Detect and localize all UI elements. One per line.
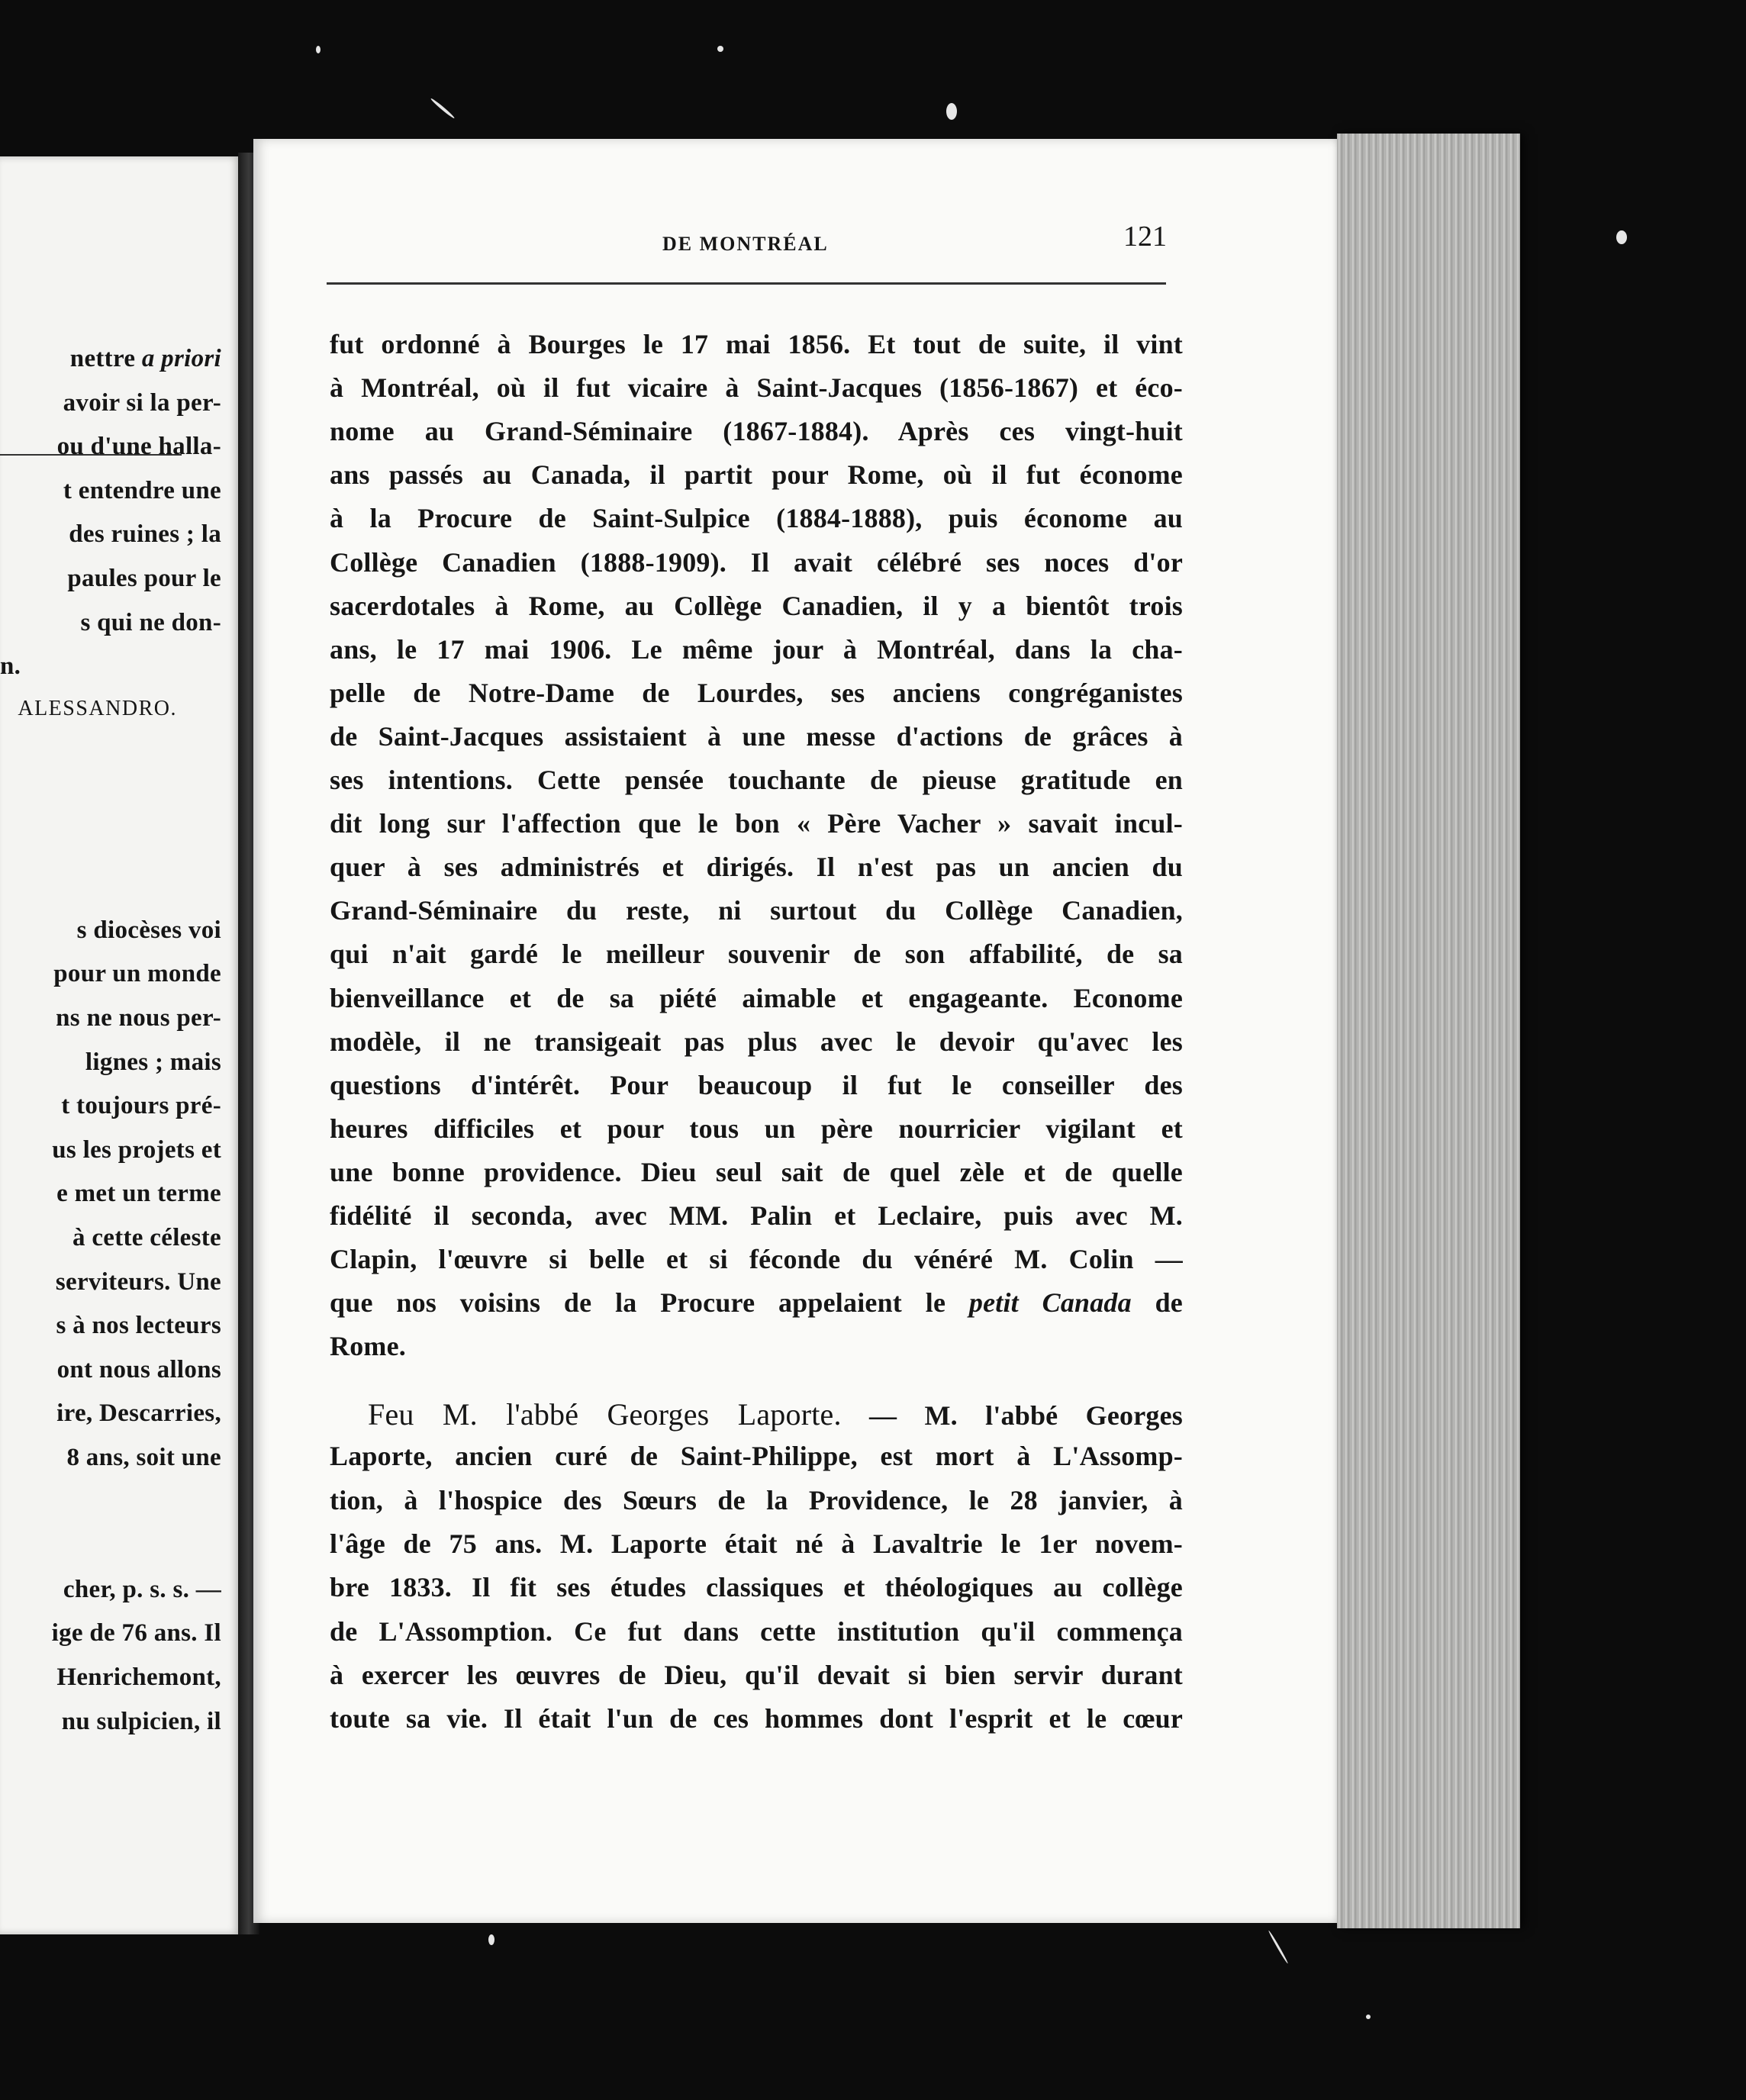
left-page-line [0,1576,221,1604]
left-line-text: lignes ; mais [85,1048,221,1076]
left-page-line [0,1444,221,1472]
dust-speck [430,98,455,120]
left-line-text: ont nous allons [56,1355,221,1383]
body-line-text: modèle, il ne transigeait pas plus avec le devoir qu'avec les [330,1026,1183,1057]
body-line [330,1113,1183,1145]
left-page-line [0,1092,221,1120]
body-line [330,372,1183,404]
left-line-text: s qui ne don- [80,608,221,636]
section-line-text: tion, à l'hospice des Sœurs de la Providence, le 28 janvier, à [330,1484,1183,1515]
left-page-line [0,1312,221,1340]
body-line-text: ans passés au Canada, il partit pour Rome, où il fut économe [330,459,1183,491]
body-line [330,677,1183,709]
left-page-line [0,697,177,721]
body-line [330,1156,1183,1188]
left-line-text: pour un monde [53,960,221,988]
body-line [330,1243,1183,1275]
body-line-text: Rome. [330,1331,406,1362]
dust-speck [316,46,321,53]
left-line-text: cher, p. s. s. — [63,1575,221,1603]
section-line [330,1702,1183,1734]
page-number: 121 [1123,221,1167,253]
body-line [330,851,1183,883]
header-rule [327,282,1166,285]
italic-tail: de [1131,1287,1183,1319]
section-line-text: l'âge de 75 ans. M. Laporte était né à Lavaltrie le 1er novem- [330,1528,1183,1559]
left-line-text: nettre [69,345,142,372]
body-line [330,894,1183,926]
left-page-line [0,1180,221,1208]
body-line-text: questions d'intérêt. Pour beaucoup il fut le conseiller des [330,1069,1183,1100]
body-line [330,1200,1183,1232]
body-line [330,415,1183,447]
body-line [330,590,1183,622]
body-line-text: à Montréal, où il fut vicaire à Saint-Jacques (1856-1867) et éco- [330,372,1183,404]
left-line-text: ou d'une halla- [56,433,221,461]
body-line-text: qui n'ait gardé le meilleur souvenir de son affabilité, de sa [330,939,1183,970]
body-line [330,546,1183,578]
body-line-text: sacerdotales à Rome, au Collège Canadien, il y a bientôt trois [330,590,1183,621]
left-line-text: ns ne nous per- [56,1004,221,1032]
body-line-text: une bonne providence. Dieu seul sait de quel zèle et de quelle [330,1156,1183,1187]
left-line-text: s diocèses voi [76,916,221,944]
left-line-text: t entendre une [63,476,221,504]
body-line-text: pelle de Notre-Dame de Lourdes, ses anciens congréganistes [330,677,1183,708]
left-line-italic: a priori [141,345,221,372]
body-line [330,807,1183,839]
section-line [330,1659,1183,1691]
section-line-text: toute sa vie. Il était l'un de ces hommes dont l'esprit et le cœur [330,1703,1183,1734]
body-line [330,1287,1183,1319]
section-line [330,1528,1183,1560]
left-page-line [0,565,221,593]
left-page-line [0,1268,221,1296]
left-page-line [0,1048,221,1077]
italic-phrase: petit Canada [968,1287,1132,1319]
body-line [330,938,1183,970]
page-edges [1337,134,1520,1928]
dust-speck [1616,230,1627,244]
left-line-text: 8 ans, soit une [66,1444,221,1471]
left-line-text: paules pour le [67,565,221,592]
section-line-text: de L'Assomption. Ce fut dans cette institution qu'il commença [330,1615,1183,1647]
body-line [330,633,1183,665]
body-line-text: de Saint-Jacques assistaient à une messe d'actions de grâces à [330,720,1183,752]
left-page-line [0,1399,221,1428]
section-line [330,1484,1183,1516]
left-line-text: s à nos lecteurs [56,1312,221,1340]
section-line-text: à exercer les œuvres de Dieu, qu'il devait si bien servir durant [330,1659,1183,1690]
left-page-line [0,520,221,549]
left-page-line [0,1356,221,1384]
left-page [0,156,240,1934]
left-line-text: ire, Descarries, [56,1399,221,1428]
left-line-text: ALESSANDRO. [18,696,177,720]
left-page-line [0,1004,221,1032]
left-page-line [0,652,21,681]
body-line-text: nome au Grand-Séminaire (1867-1884). Après ces vingt-huit [330,416,1183,447]
body-line [330,459,1183,491]
left-line-text: t toujours pré- [61,1092,221,1120]
body-line [330,720,1183,752]
body-line-text: ses intentions. Cette pensée touchante de pieuse gratitude en [330,765,1183,795]
running-head: DE MONTRÉAL [662,233,829,255]
left-page-line [0,477,221,505]
section-line-text: bre 1833. Il fit ses études classiques et théologiques au collège [330,1572,1183,1603]
body-line [330,1069,1183,1101]
left-page-line [0,1619,221,1647]
body-line-text: que nos voisins de la Procure appelaient le [330,1287,969,1319]
left-page-line [0,1708,221,1736]
left-line-text: e met un terme [56,1180,221,1208]
left-line-text: ige de 76 ans. Il [51,1619,221,1647]
section-line-text: Laporte, ancien curé de Saint-Philippe, est mort à L'Assomp- [330,1441,1183,1472]
left-line-text: n. [0,652,21,681]
body-line-text: ans, le 17 mai 1906. Le même jour à Montréal, dans la cha- [330,633,1183,665]
body-line [330,764,1183,796]
left-line-text: des ruines ; la [69,520,221,549]
dust-speck [488,1934,494,1945]
left-page-line [0,1224,221,1252]
left-line-text: Henrichemont, [56,1664,221,1691]
section-line [330,1615,1183,1647]
left-line-text: us les projets et [52,1135,221,1164]
body-line [330,1330,1183,1362]
section-line [330,1440,1183,1472]
left-page-line [0,916,221,945]
body-line-text: Collège Canadien (1888-1909). Il avait célébré ses noces d'or [330,546,1183,578]
left-page-line [0,1664,221,1692]
left-page-line [0,433,221,461]
left-page-line [0,960,221,988]
body-line-text: fidélité il seconda, avec MM. Palin et Leclaire, puis avec M. [330,1200,1183,1231]
dust-speck [1366,2015,1371,2019]
body-line [330,1026,1183,1058]
left-line-text: nu sulpicien, il [61,1707,221,1735]
left-line-text: avoir si la per- [63,388,221,417]
left-page-line [0,609,221,637]
body-line-text: à la Procure de Saint-Sulpice (1884-1888), puis économe au [330,503,1183,534]
section-heading-tail: — M. l'abbé Georges [841,1400,1183,1431]
section-heading: Feu M. l'abbé Georges Laporte. [368,1397,842,1432]
body-line-text: quer à ses administrés et dirigés. Il n'est pas un ancien du [330,852,1183,883]
body-line-text: fut ordonné à Bourges le 17 mai 1856. Et tout de suite, il vint [330,329,1183,359]
body-line [330,328,1183,360]
body-line-text: bienveillance et de sa piété aimable et engageante. Econome [330,982,1183,1013]
section-line [330,1571,1183,1603]
left-page-line [0,345,221,373]
body-line [330,982,1183,1014]
dust-speck [1268,1930,1289,1964]
section-heading-line [330,1396,1183,1432]
left-page-line [0,1136,221,1164]
body-line [330,502,1183,534]
dust-speck [946,103,957,120]
body-line-text: Clapin, l'œuvre si belle et si féconde du vénéré M. Colin — [330,1244,1183,1275]
body-line-text: Grand-Séminaire du reste, ni surtout du Collège Canadien, [330,895,1183,926]
left-line-text: serviteurs. Une [55,1267,221,1296]
left-page-line [0,389,221,417]
body-line-text: dit long sur l'affection que le bon « Père Vacher » savait incul- [330,808,1183,839]
left-line-text: à cette céleste [72,1224,221,1251]
body-line-text: heures difficiles et pour tous un père nourricier vigilant et [330,1113,1183,1144]
dust-speck [717,46,723,52]
